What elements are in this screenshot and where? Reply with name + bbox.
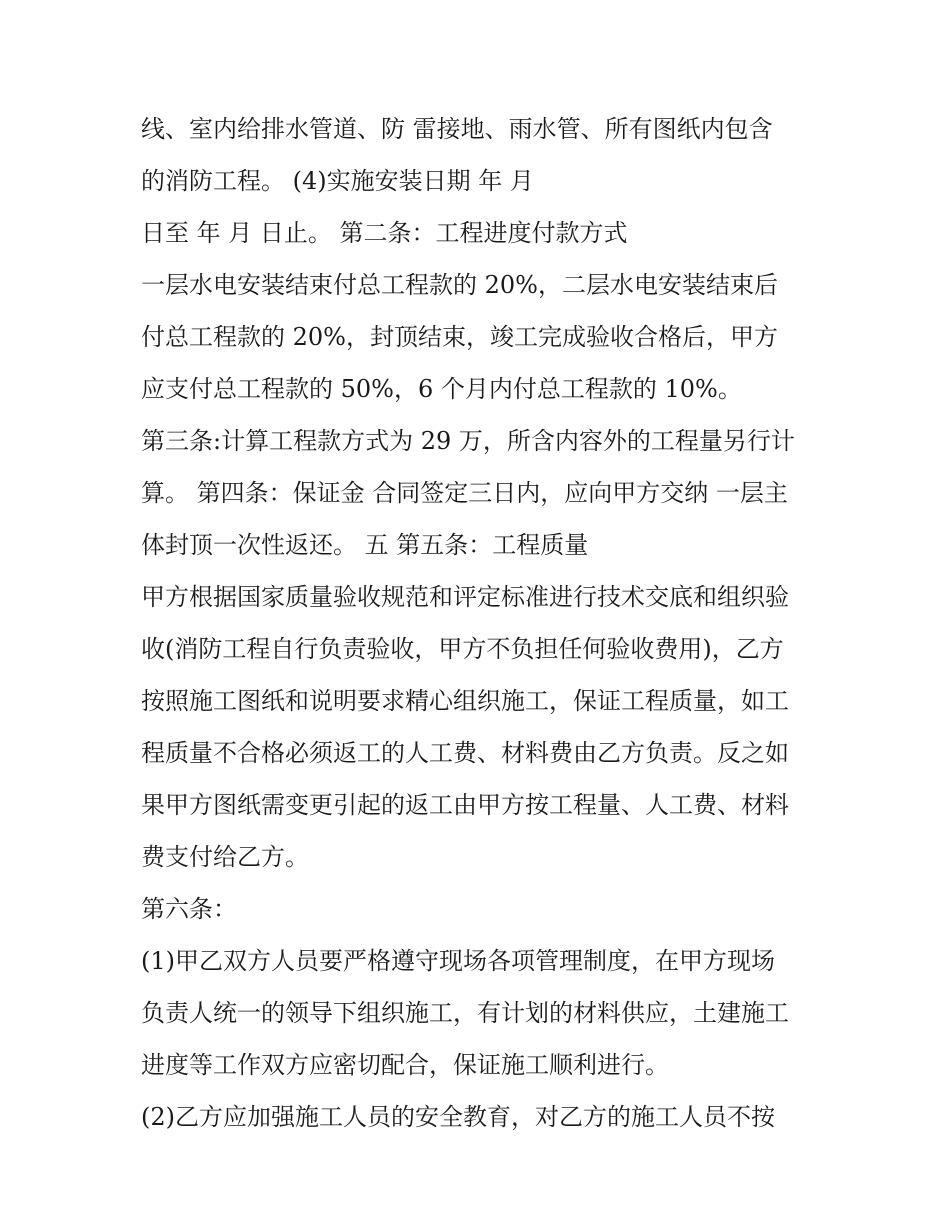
- contract-body-text: [141, 103, 831, 1143]
- text-line: 程质量不合格必须返工的人工费、材料费由乙方负责。反之如: [141, 739, 789, 767]
- section-heading: 第六条：: [141, 895, 237, 923]
- text-line: 果甲方图纸需变更引起的返工由甲方按工程量、人工费、材料: [141, 791, 789, 819]
- text-line: 费支付给乙方。: [141, 843, 309, 871]
- text-line: 算。 第四条：保证金 合同签定三日内，应向甲方交纳 一层主: [141, 479, 788, 507]
- text-line: 的消防工程。 (4)实施安装日期 年 月: [141, 167, 534, 195]
- text-line: 按照施工图纸和说明要求精心组织施工，保证工程质量，如工: [141, 687, 789, 715]
- text-line: (1)甲乙双方人员要严格遵守现场各项管理制度，在甲方现场: [141, 947, 775, 975]
- text-line: (2)乙方应加强施工人员的安全教育，对乙方的施工人员不按: [141, 1103, 775, 1131]
- text-line: 一层水电安装结束付总工程款的 20%，二层水电安装结束后: [141, 271, 778, 299]
- text-line: 负责人统一的领导下组织施工，有计划的材料供应，土建施工: [141, 999, 789, 1027]
- text-line: 第三条:计算工程款方式为 29 万，所含内容外的工程量另行计: [141, 427, 795, 455]
- text-line: 甲方根据国家质量验收规范和评定标准进行技术交底和组织验: [141, 583, 789, 611]
- text-line: 收(消防工程自行负责验收，甲方不负担任何验收费用)，乙方: [141, 635, 784, 663]
- text-line: 日至 年 月 日止。 第二条：工程进度付款方式: [141, 219, 628, 247]
- text-line: 付总工程款的 20%，封顶结束，竣工完成验收合格后，甲方: [141, 323, 778, 351]
- text-line: 进度等工作双方应密切配合，保证施工顺利进行。: [141, 1051, 669, 1079]
- text-line: 线、室内给排水管道、防 雷接地、雨水管、所有图纸内包含: [141, 115, 773, 143]
- text-line: 体封顶一次性返还。 五 第五条：工程质量: [141, 531, 589, 559]
- text-line: 应支付总工程款的 50%，6 个月内付总工程款的 10%。: [141, 375, 742, 403]
